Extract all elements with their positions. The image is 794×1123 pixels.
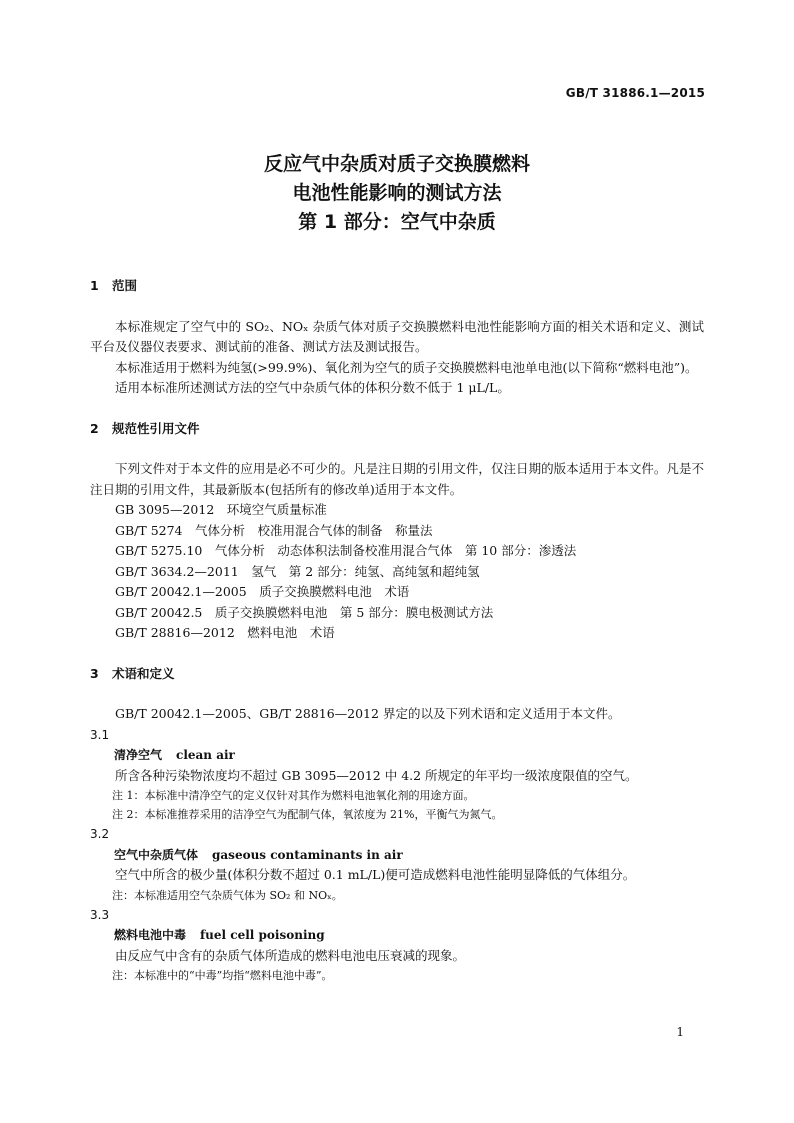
reference-item: GB 3095—2012 环境空气质量标准 (115, 502, 327, 517)
section-title: 范围 (112, 278, 138, 293)
section-number: 1 (90, 278, 99, 293)
reference-item: GB/T 20042.5 质子交换膜燃料电池 第 5 部分：膜电极测试方法 (115, 604, 494, 620)
term-title (90, 925, 704, 946)
title-line-2: 电池性能影响的测试方法 (292, 182, 502, 204)
standard-code: GB/T 31886.1—2015 (565, 86, 705, 100)
document-body (90, 276, 704, 985)
term-definition: 由反应气中含有的杂质气体所造成的燃料电池电压衰减的现象。 (115, 947, 466, 963)
section-heading-scope (90, 276, 704, 297)
term-en: fuel cell poisoning (200, 928, 325, 942)
reference-item: GB/T 28816—2012 燃料电池 术语 (115, 625, 335, 640)
reference-item: GB/T 5275.10 气体分析 动态体积法制备校准用混合气体 第 10 部分：渗透法 (115, 543, 577, 558)
term-en: clean air (176, 748, 235, 762)
term-zh: 空气中杂质气体 (114, 847, 199, 862)
term-definition: 所含各种污染物浓度均不超过 GB 3095—2012 中 4.2 所规定的年平均一级浓度限值的空气。 (115, 767, 638, 783)
section-number: 2 (90, 420, 99, 436)
term-number: 3.1 (90, 727, 110, 742)
term-en: gaseous contaminants in air (212, 847, 403, 862)
section-title: 规范性引用文件 (112, 420, 200, 436)
page-number: 1 (676, 1025, 684, 1039)
section-heading-normative-references (90, 419, 704, 440)
term-number: 3.2 (90, 827, 110, 841)
term-number: 3.3 (90, 907, 110, 922)
term-zh: 燃料电池中毒 (114, 928, 187, 942)
reference-item: GB/T 3634.2—2011 氢气 第 2 部分：纯氢、高纯氢和超纯氢 (115, 563, 480, 579)
reference-item: GB/T 20042.1—2005 质子交换膜燃料电池 术语 (115, 584, 410, 599)
references-intro: 下列文件对于本文件的应用是必不可少的。凡是注日期的引用文件，仅注日期的版本适用于本文件。凡是不注日期的引用文件，其最新版本(包括所有的修改单)适用于本文件。 (90, 461, 704, 497)
document-title (0, 150, 794, 237)
reference-item: GB/T 5274 气体分析 校准用混合气体的制备 称量法 (115, 522, 433, 538)
title-line-1: 反应气中杂质对质子交换膜燃料 (263, 153, 530, 175)
term-note: 注 2：本标准推荐采用的洁净空气为配制气体，氧浓度为 21%，平衡气为氮气。 (112, 808, 503, 821)
terms-intro: GB/T 20042.1—2005、GB/T 28816—2012 界定的以及下列术语和定义适用于本文件。 (115, 706, 621, 721)
term-note: 注：本标准中的“中毒”均指“燃料电池中毒”。 (112, 969, 333, 982)
term-title (90, 845, 704, 866)
scope-paragraph: 适用本标准所述测试方法的空气中杂质气体的体积分数不低于 1 μL/L。 (115, 380, 510, 395)
term-title (90, 745, 704, 766)
section-heading-terms (90, 664, 704, 685)
scope-paragraph: 本标准适用于燃料为纯氢(>99.9%)、氧化剂为空气的质子交换膜燃料电池单电池(以下简称“燃料电池”)。 (115, 359, 698, 375)
term-zh: 清净空气 (114, 748, 163, 762)
section-number: 3 (90, 665, 99, 681)
term-definition: 空气中所含的极少量(体积分数不超过 0.1 mL/L)便可造成燃料电池性能明显降低的气体组分。 (115, 867, 636, 882)
section-title: 术语和定义 (112, 665, 175, 681)
title-line-3: 第 1 部分：空气中杂质 (298, 211, 496, 233)
scope-paragraph: 本标准规定了空气中的 SO₂、NOₓ 杂质气体对质子交换膜燃料电池性能影响方面的相关术语和定义、测试平台及仪器仪表要求、测试前的准备、测试方法及测试报告。 (90, 318, 704, 354)
term-note: 注 1：本标准中清净空气的定义仅针对其作为燃料电池氧化剂的用途方面。 (112, 789, 475, 802)
term-note: 注：本标准适用空气杂质气体为 SO₂ 和 NOₓ。 (112, 888, 343, 902)
